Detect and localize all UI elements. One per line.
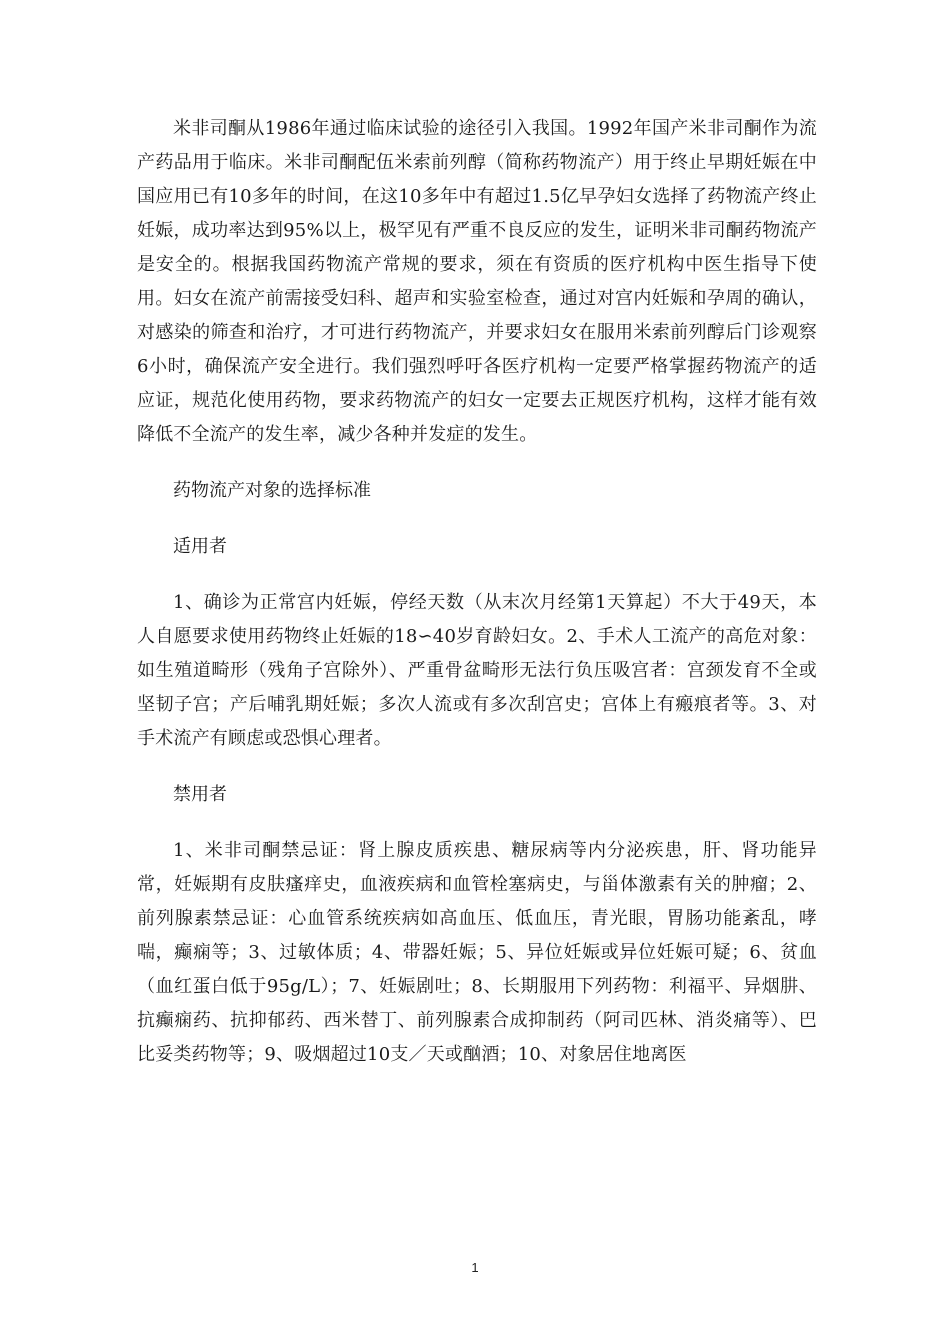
contraindications-paragraph: 1、米非司酮禁忌证：肾上腺皮质疾患、糖尿病等内分泌疾患，肝、肾功能异常，妊娠期有皮肤瘙痒史，血液疾病和血管栓塞病史，与甾体激素有关的肿瘤；2、前列腺素禁忌证：心血管系统疾病如高血压、低血压，青光眼，胃肠功能紊乱，哮喘，癫痫等；3、过敏体质；4、带器妊娠；5、异位妊娠或异位妊娠可疑；6、贫血（血红蛋白低于95g/L）；7、妊娠剧吐；8、长期服用下列药物：利福平、异烟肼、抗癫痫药、抗抑郁药、西米替丁、前列腺素合成抑制药（阿司匹林、消炎痛等）、巴比妥类药物等；9、吸烟超过10支／天或酗酒；10、对象居住地离医: [137, 840, 817, 1065]
indications-heading: 适用者: [173, 536, 227, 557]
section-title: 药物流产对象的选择标准: [173, 480, 371, 501]
intro-paragraph: 米非司酮从1986年通过临床试验的途径引入我国。1992年国产米非司酮作为流产药品用于临床。米非司酮配伍米索前列醇（简称药物流产）用于终止早期妊娠在中国应用已有10多年的时间，在这10多年中有超过1.5亿早孕妇女选择了药物流产终止妊娠，成功率达到95%以上，极罕见有严重不良反应的发生，证明米非司酮药物流产是安全的。根据我国药物流产常规的要求，须在有资质的医疗机构中医生指导下使用。妇女在流产前需接受妇科、超声和实验室检查，通过对宫内妊娠和孕周的确认，对感染的筛查和治疗，才可进行药物流产，并要求妇女在服用米索前列醇后门诊观察6小时，确保流产安全进行。我们强烈呼吁各医疗机构一定要严格掌握药物流产的适应证，规范化使用药物，要求药物流产的妇女一定要去正规医疗机构，这样才能有效降低不全流产的发生率，减少各种并发症的发生。: [137, 118, 817, 445]
document-page: [137, 112, 817, 1072]
page-number: 1: [471, 1260, 479, 1275]
indications-paragraph: 1、确诊为正常宫内妊娠，停经天数（从末次月经第1天算起）不大于49天，本人自愿要求使用药物终止妊娠的18∽40岁育龄妇女。2、手术人工流产的高危对象：如生殖道畸形（残角子宫除外）、严重骨盆畸形无法行负压吸宫者：宫颈发育不全或坚韧子宫；产后哺乳期妊娠；多次人流或有多次刮宫史；宫体上有瘢痕者等。3、对手术流产有顾虑或恐惧心理者。: [137, 592, 817, 749]
contraindications-heading: 禁用者: [173, 784, 227, 805]
